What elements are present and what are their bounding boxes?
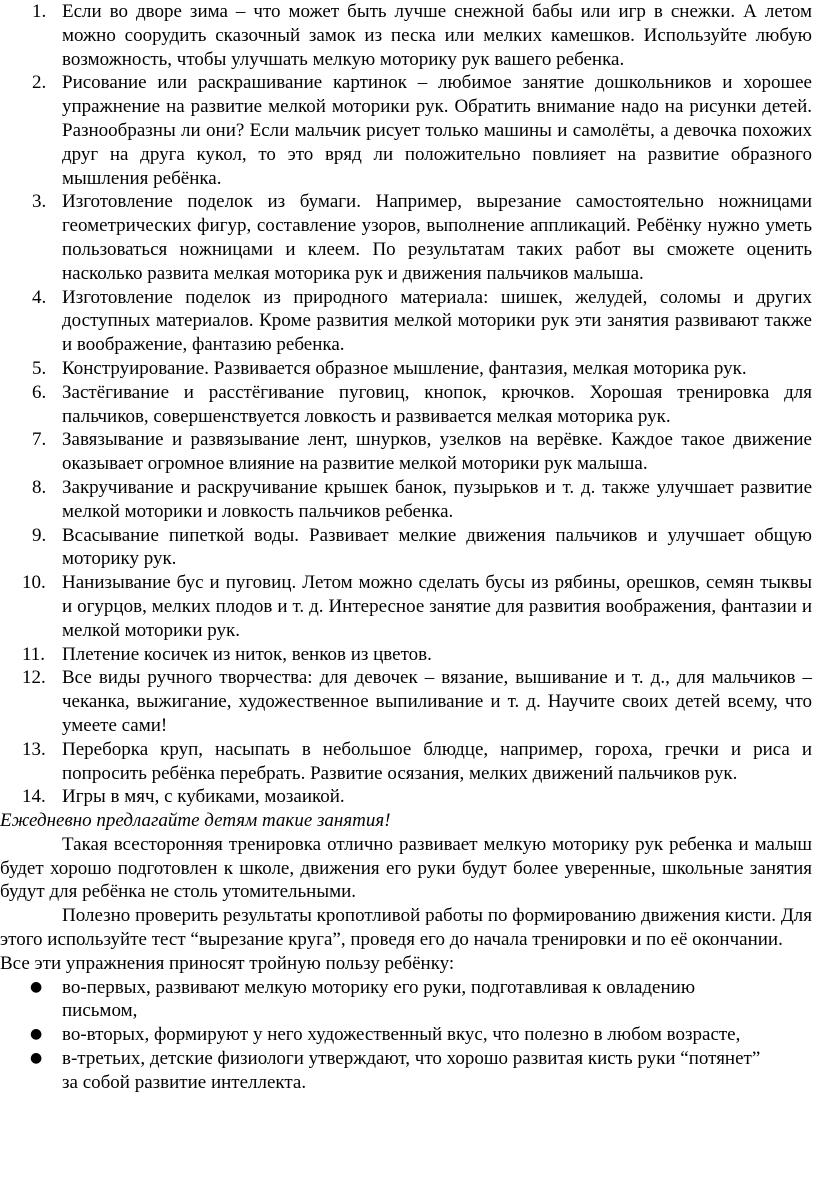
- item-text: Всасывание пипеткой воды. Развивает мелкие движения пальчиков и улучшает общую моторику рук.: [62, 524, 812, 570]
- item-text: Конструирование. Развивается образное мышление, фантазия, мелкая моторика рук.: [62, 357, 747, 379]
- item-text: Игры в мяч, с кубиками, мозаикой.: [62, 786, 345, 808]
- item-text: Завязывание и развязывание лент, шнурков, узелков на верёвке. Каждое такое движение оказывает огромное влияние на развитие мелкой моторики рук малыша.: [62, 429, 812, 475]
- item-number: 10.: [22, 572, 46, 594]
- item-text: Нанизывание бус и пуговиц. Летом можно сделать бусы из рябины, орешков, семян тыквы и огурцов, мелких плодов и т. д. Интересное занятие для развития воображения, фантазии и мелкой моторики рук.: [62, 572, 812, 641]
- list-item: [0, 666, 812, 737]
- list-item: [0, 286, 812, 357]
- list-item: [0, 381, 812, 429]
- paragraph-training: Такая всесторонняя тренировка отлично развивает мелкую моторику рук ребенка и малыш будет хорошо подготовлен к школе, движения его руки будут более уверенные, школьные занятия будут для ребёнка не столь утомительными.: [0, 833, 812, 903]
- item-number: 7.: [32, 429, 47, 451]
- daily-note: Ежедневно предлагайте детям такие занятия!: [0, 810, 391, 832]
- list-item: [0, 428, 812, 476]
- item-number: 6.: [32, 381, 47, 403]
- item-number: 8.: [32, 476, 47, 498]
- list-item: [0, 476, 812, 524]
- list-item: [0, 738, 812, 786]
- bullet-text: во-первых, развивают мелкую моторику его руки, подготавливая к овладению письмом,: [62, 976, 696, 1022]
- bullet-icon: ●: [30, 978, 43, 995]
- item-number: 11.: [22, 643, 46, 665]
- list-item: [0, 0, 812, 71]
- paragraph-test: Полезно проверить результаты кропотливой работы по формированию движения кисти. Для этого используйте тест “вырезание круга”, проведя его до начала тренировки и по её окончании.: [0, 905, 812, 951]
- bullet-text: в-третьих, детские физиологи утверждают, что хорошо развитая кисть руки “потянет” за собой развитие интеллекта.: [62, 1048, 761, 1093]
- item-text: Рисование или раскрашивание картинок – любимое занятие дошкольников и хорошее упражнение на развитие мелкой моторики рук. Обратить внимание надо на рисунки детей. Разнообразны ли они? Если мальчик рисует только машины и самолёты, а девочка похожих друг на друга кукол, то это вряд ли положительно повлияет на развитие образного мышления ребёнка.: [62, 72, 812, 189]
- list-item: [0, 357, 812, 381]
- list-item: [0, 190, 812, 285]
- item-text: Все виды ручного творчества: для девочек – вязание, вышивание и т. д., для мальчиков – чеканка, выжигание, художественное выпиливание и т. д. Научите своих детей всему, что умеете сами!: [62, 667, 812, 736]
- item-number: 4.: [32, 286, 47, 308]
- item-number: 5.: [32, 357, 47, 379]
- benefits-list: [0, 976, 812, 1095]
- item-text: Изготовление поделок из природного материала: шишек, желудей, соломы и других доступных материалов. Кроме развития мелкой моторики рук эти занятия развивают также и воображение, фантазию ребенка.: [62, 286, 812, 356]
- bullet-item: [0, 976, 812, 1024]
- item-text: Плетение косичек из ниток, венков из цветов.: [62, 643, 432, 665]
- item-number: 3.: [32, 191, 47, 213]
- item-number: 13.: [22, 738, 46, 760]
- item-text: Закручивание и раскручивание крышек банок, пузырьков и т. д. также улучшает развитие мелкой моторики и ловкость пальчиков ребенка.: [62, 476, 812, 522]
- item-text: Переборка круп, насыпать в небольшое блюдце, например, гороха, гречки и риса и попросить ребёнка перебрать. Развитие осязания, мелких движений пальчиков рук.: [62, 738, 812, 784]
- item-number: 9.: [32, 524, 47, 546]
- bullet-item: [0, 1047, 812, 1095]
- item-number: 1.: [32, 1, 47, 22]
- list-item: [0, 524, 812, 572]
- item-text: Изготовление поделок из бумаги. Например, вырезание самостоятельно ножницами геометрических фигур, составление узоров, выполнение аппликаций. Ребёнку нужно уметь пользоваться ножницами и клеем. По результатам таких работ вы сможете оценить насколько развита мелкая моторика рук и движения пальчиков малыша.: [62, 191, 812, 284]
- list-item: [0, 785, 812, 809]
- list-item: [0, 643, 812, 667]
- bullet-text: во-вторых, формируют у него художественный вкус, что полезно в любом возрасте,: [62, 1024, 741, 1046]
- item-number: 2.: [32, 72, 47, 94]
- bullet-icon: ●: [30, 1026, 43, 1043]
- list-item: [0, 71, 812, 190]
- bullet-item: [0, 1023, 812, 1047]
- item-text: Если во дворе зима – что может быть лучше снежной бабы или игр в снежки. А летом можно соорудить сказочный замок из песка или мелких камешков. Используйте любую возможность, чтобы улучшать мелкую моторику рук вашего ребенка.: [62, 1, 812, 70]
- item-number: 12.: [22, 667, 46, 689]
- item-text: Застёгивание и расстёгивание пуговиц, кнопок, крючков. Хорошая тренировка для пальчиков, совершенствуется ловкость и развивается мелкая моторика рук.: [62, 381, 812, 427]
- bullet-icon: ●: [30, 1050, 43, 1067]
- item-number: 14.: [22, 786, 46, 808]
- list-item: [0, 571, 812, 642]
- benefits-intro: Все эти упражнения приносят тройную пользу ребёнку:: [0, 952, 455, 974]
